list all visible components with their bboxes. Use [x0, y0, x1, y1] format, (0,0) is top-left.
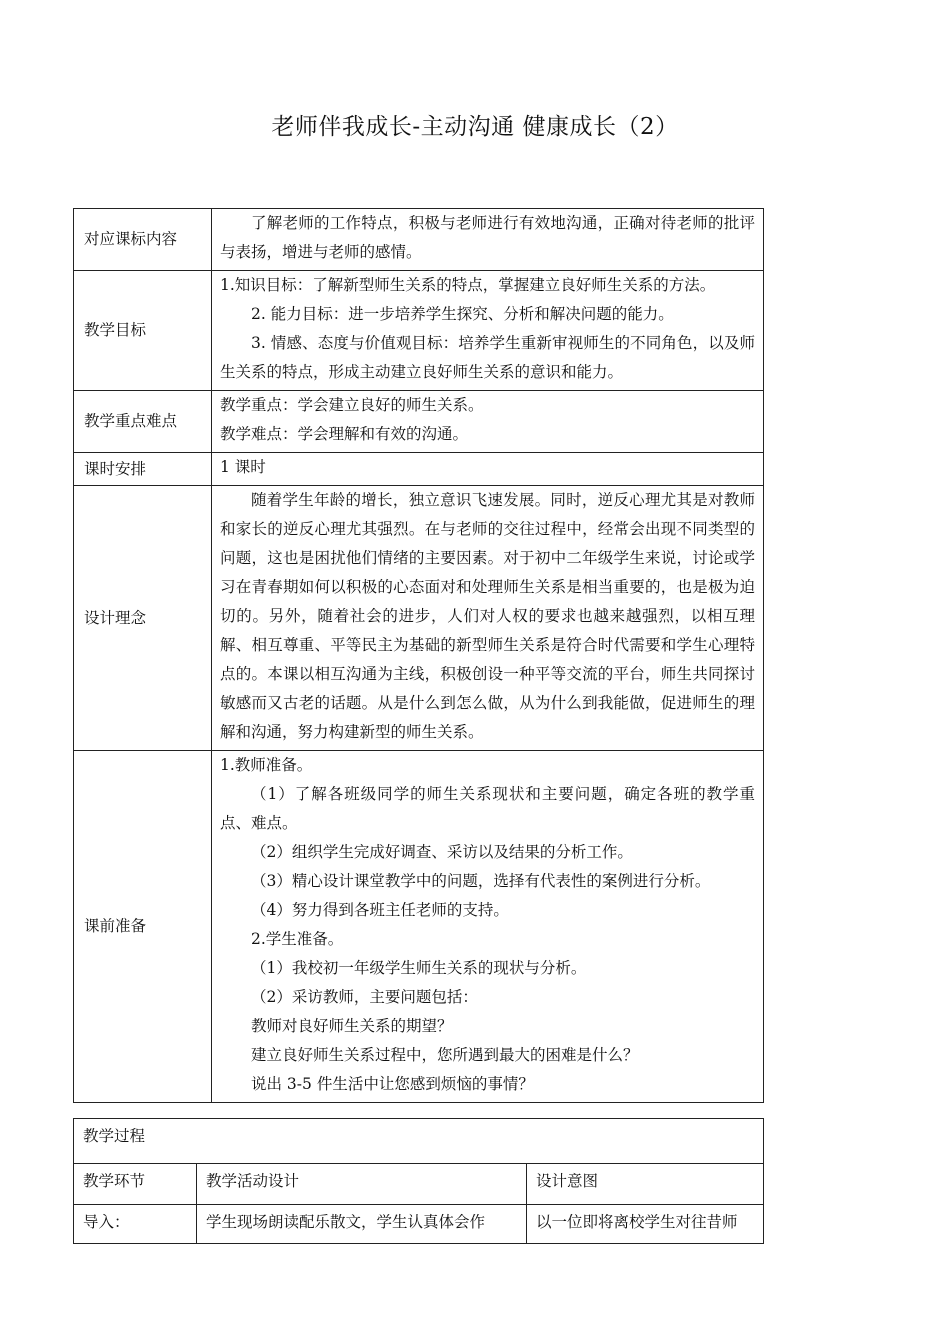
schedule-row [74, 453, 764, 486]
curriculum-row [74, 209, 764, 271]
preparation-label: 课前准备 [74, 751, 212, 1103]
goal-item: 1.知识目标：了解新型师生关系的特点，掌握建立良好师生关系的方法。 [220, 276, 716, 294]
key-point-item: 教学重点：学会建立良好的师生关系。 [220, 396, 484, 414]
process-row [74, 1205, 764, 1244]
schedule-label: 课时安排 [74, 453, 212, 486]
key-points-row [74, 391, 764, 453]
process-header-row [74, 1164, 764, 1205]
schedule-text: 1 课时 [220, 458, 266, 476]
teacher-prep-item: （2）组织学生完成好调查、采访以及结果的分析工作。 [251, 843, 633, 861]
key-point-item: 教学难点：学会理解和有效的沟通。 [220, 425, 469, 443]
student-prep-item: 建立良好师生关系过程中，您所遇到最大的困难是什么？ [251, 1046, 639, 1064]
teacher-prep-item: （1）了解各班级同学的师生关系现状和主要问题，确定各班的教学重点、难点。 [220, 785, 755, 832]
process-label: 教学过程 [74, 1119, 764, 1164]
goals-label: 教学目标 [74, 271, 212, 391]
curriculum-text: 了解老师的工作特点，积极与老师进行有效地沟通，正确对待老师的批评与表扬，增进与老师的感情。 [220, 214, 755, 261]
preparation-row [74, 751, 764, 1103]
curriculum-content [212, 209, 764, 271]
key-points-content [212, 391, 764, 453]
lesson-plan-table [73, 208, 764, 1103]
teacher-prep-heading: 1.教师准备。 [220, 756, 313, 774]
goals-content [212, 271, 764, 391]
design-content [212, 486, 764, 751]
teacher-prep-item: （3）精心设计课堂教学中的问题，选择有代表性的案例进行分析。 [251, 872, 711, 890]
schedule-content [212, 453, 764, 486]
header-stage: 教学环节 [74, 1164, 197, 1205]
design-row [74, 486, 764, 751]
key-points-label: 教学重点难点 [74, 391, 212, 453]
curriculum-label: 对应课标内容 [74, 209, 212, 271]
preparation-content [212, 751, 764, 1103]
design-label: 设计理念 [74, 486, 212, 751]
student-prep-item: 说出 3-5 件生活中让您感到烦恼的事情？ [251, 1075, 534, 1093]
goal-item: 3. 情感、态度与价值观目标：培养学生重新审视师生的不同角色，以及师生关系的特点，形成主动建立良好师生关系的意识和能力。 [220, 334, 755, 381]
student-prep-item: 教师对良好师生关系的期望？ [251, 1017, 453, 1035]
row-intent: 以一位即将离校学生对往昔师 [527, 1205, 764, 1244]
teacher-prep-item: （4）努力得到各班主任老师的支持。 [251, 901, 509, 919]
goal-item: 2. 能力目标：进一步培养学生探究、分析和解决问题的能力。 [251, 305, 674, 323]
student-prep-item: （1）我校初一年级学生师生关系的现状与分析。 [251, 959, 587, 977]
process-table [73, 1118, 764, 1244]
row-stage: 导入： [74, 1205, 197, 1244]
student-prep-item: （2）采访教师，主要问题包括： [251, 988, 478, 1006]
row-activity: 学生现场朗读配乐散文，学生认真体会作 [197, 1205, 527, 1244]
page-title: 老师伴我成长-主动沟通 健康成长（2） [271, 114, 679, 140]
header-activity: 教学活动设计 [197, 1164, 527, 1205]
process-title-row [74, 1119, 764, 1164]
header-intent: 设计意图 [527, 1164, 764, 1205]
design-text: 随着学生年龄的增长，独立意识飞速发展。同时，逆反心理尤其是对教师和家长的逆反心理尤其强烈。在与老师的交往过程中，经常会出现不同类型的问题，这也是困扰他们情绪的主要因素。对于初中二年级学生来说，讨论或学习在青春期如何以积极的心态面对和处理师生关系是相当重要的，也是极为迫切的。另外，随着社会的进步，人们对人权的要求也越来越强烈，以相互理解、相互尊重、平等民主为基础的新型师生关系是符合时代需要和学生心理特点的。本课以相互沟通为主线，积极创设一种平等交流的平台，师生共同探讨敏感而又古老的话题。从是什么到怎么做，从为什么到我能做，促进师生的理解和沟通，努力构建新型的师生关系。 [220, 491, 755, 741]
student-prep-heading: 2.学生准备。 [251, 930, 344, 948]
goals-row [74, 271, 764, 391]
